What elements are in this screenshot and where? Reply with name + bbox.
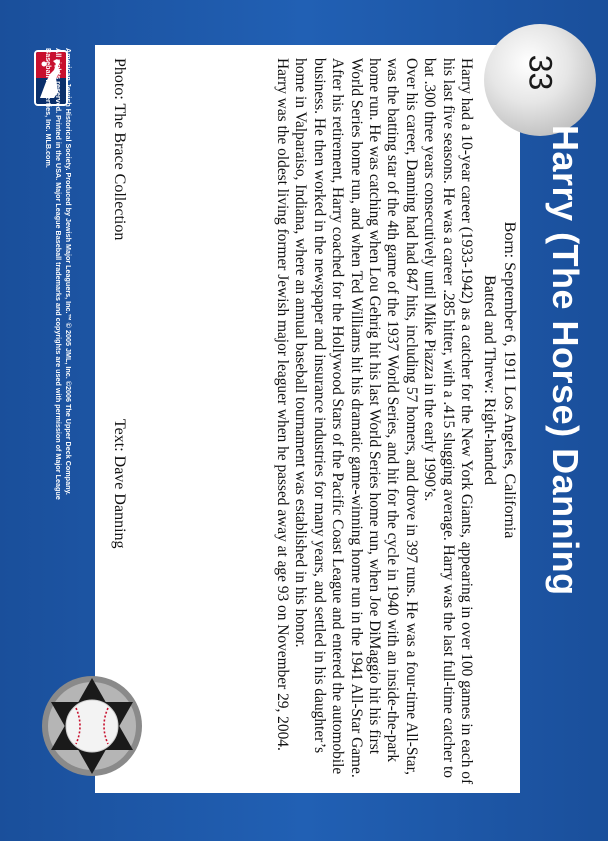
biography	[273, 58, 475, 788]
legal-line: American Jewish Historical Society. Produced by Jewish Major Leaguers, Inc.™ © 2005 JML, Inc. ©2006 The Upper Deck Company.	[64, 48, 73, 495]
card-number: 33	[522, 54, 559, 91]
birth-info: Born: September 6, 1911 Los Angeles, California	[501, 221, 518, 539]
player-name: Harry (The Horse) Danning	[545, 125, 586, 596]
bio-paragraph: Over his career, Danning had had 847 hits, including 57 homers, and drove in 397 runs. He was a four-time All-Star, was the batting star of the 4th game of the 1937 World Series, and hit for the cycle in 1940 with an inside-the-park home run. He was catching when Lou Gehrig hit his last World Series home run, when Joe DiMaggio hit his first World Series home run, and when Ted Williams hit his dramatic game-winning home run in the 1941 All-Star Game.	[347, 58, 420, 778]
credits	[108, 58, 128, 698]
legal-line: Baseball Properties, Inc. MLB.com.	[44, 48, 53, 168]
bio-paragraph: Harry was the oldest living former Jewish major leaguer when he passed away at age 93 on November 29, 2004.	[273, 58, 291, 751]
bats-throws: Batted and Threw: Right-handed	[481, 275, 498, 485]
text-credit: Text: Dave Danning	[111, 419, 128, 549]
photo-credit: Photo: The Brace Collection	[111, 58, 128, 241]
bio-paragraph: Harry had a 10-year career (1933-1942) as a catcher for the New York Giants, appearing in over 100 games in each of his last five seasons. He was a career .285 hitter, with a .415 slugging average. Harry was the last full-time catcher to bat .300 three years consecutively until Mike Piazza in the early 1990’s.	[421, 58, 475, 785]
legal-line: All rights reserved. Printed in the USA. Major League Baseball trademarks and copyrights are used with permission of Major League	[54, 48, 63, 500]
legal-text	[43, 48, 73, 648]
bio-paragraph: After his retirement, Harry coached for the Hollywood Stars of the Pacific Coast League and entered the automobile business. He then worked in the newspaper and insurance industries for many years, and settled in his daughter’s home in Valparaiso, Indiana, where an annual baseball tournament was established in his honor.	[292, 58, 347, 775]
